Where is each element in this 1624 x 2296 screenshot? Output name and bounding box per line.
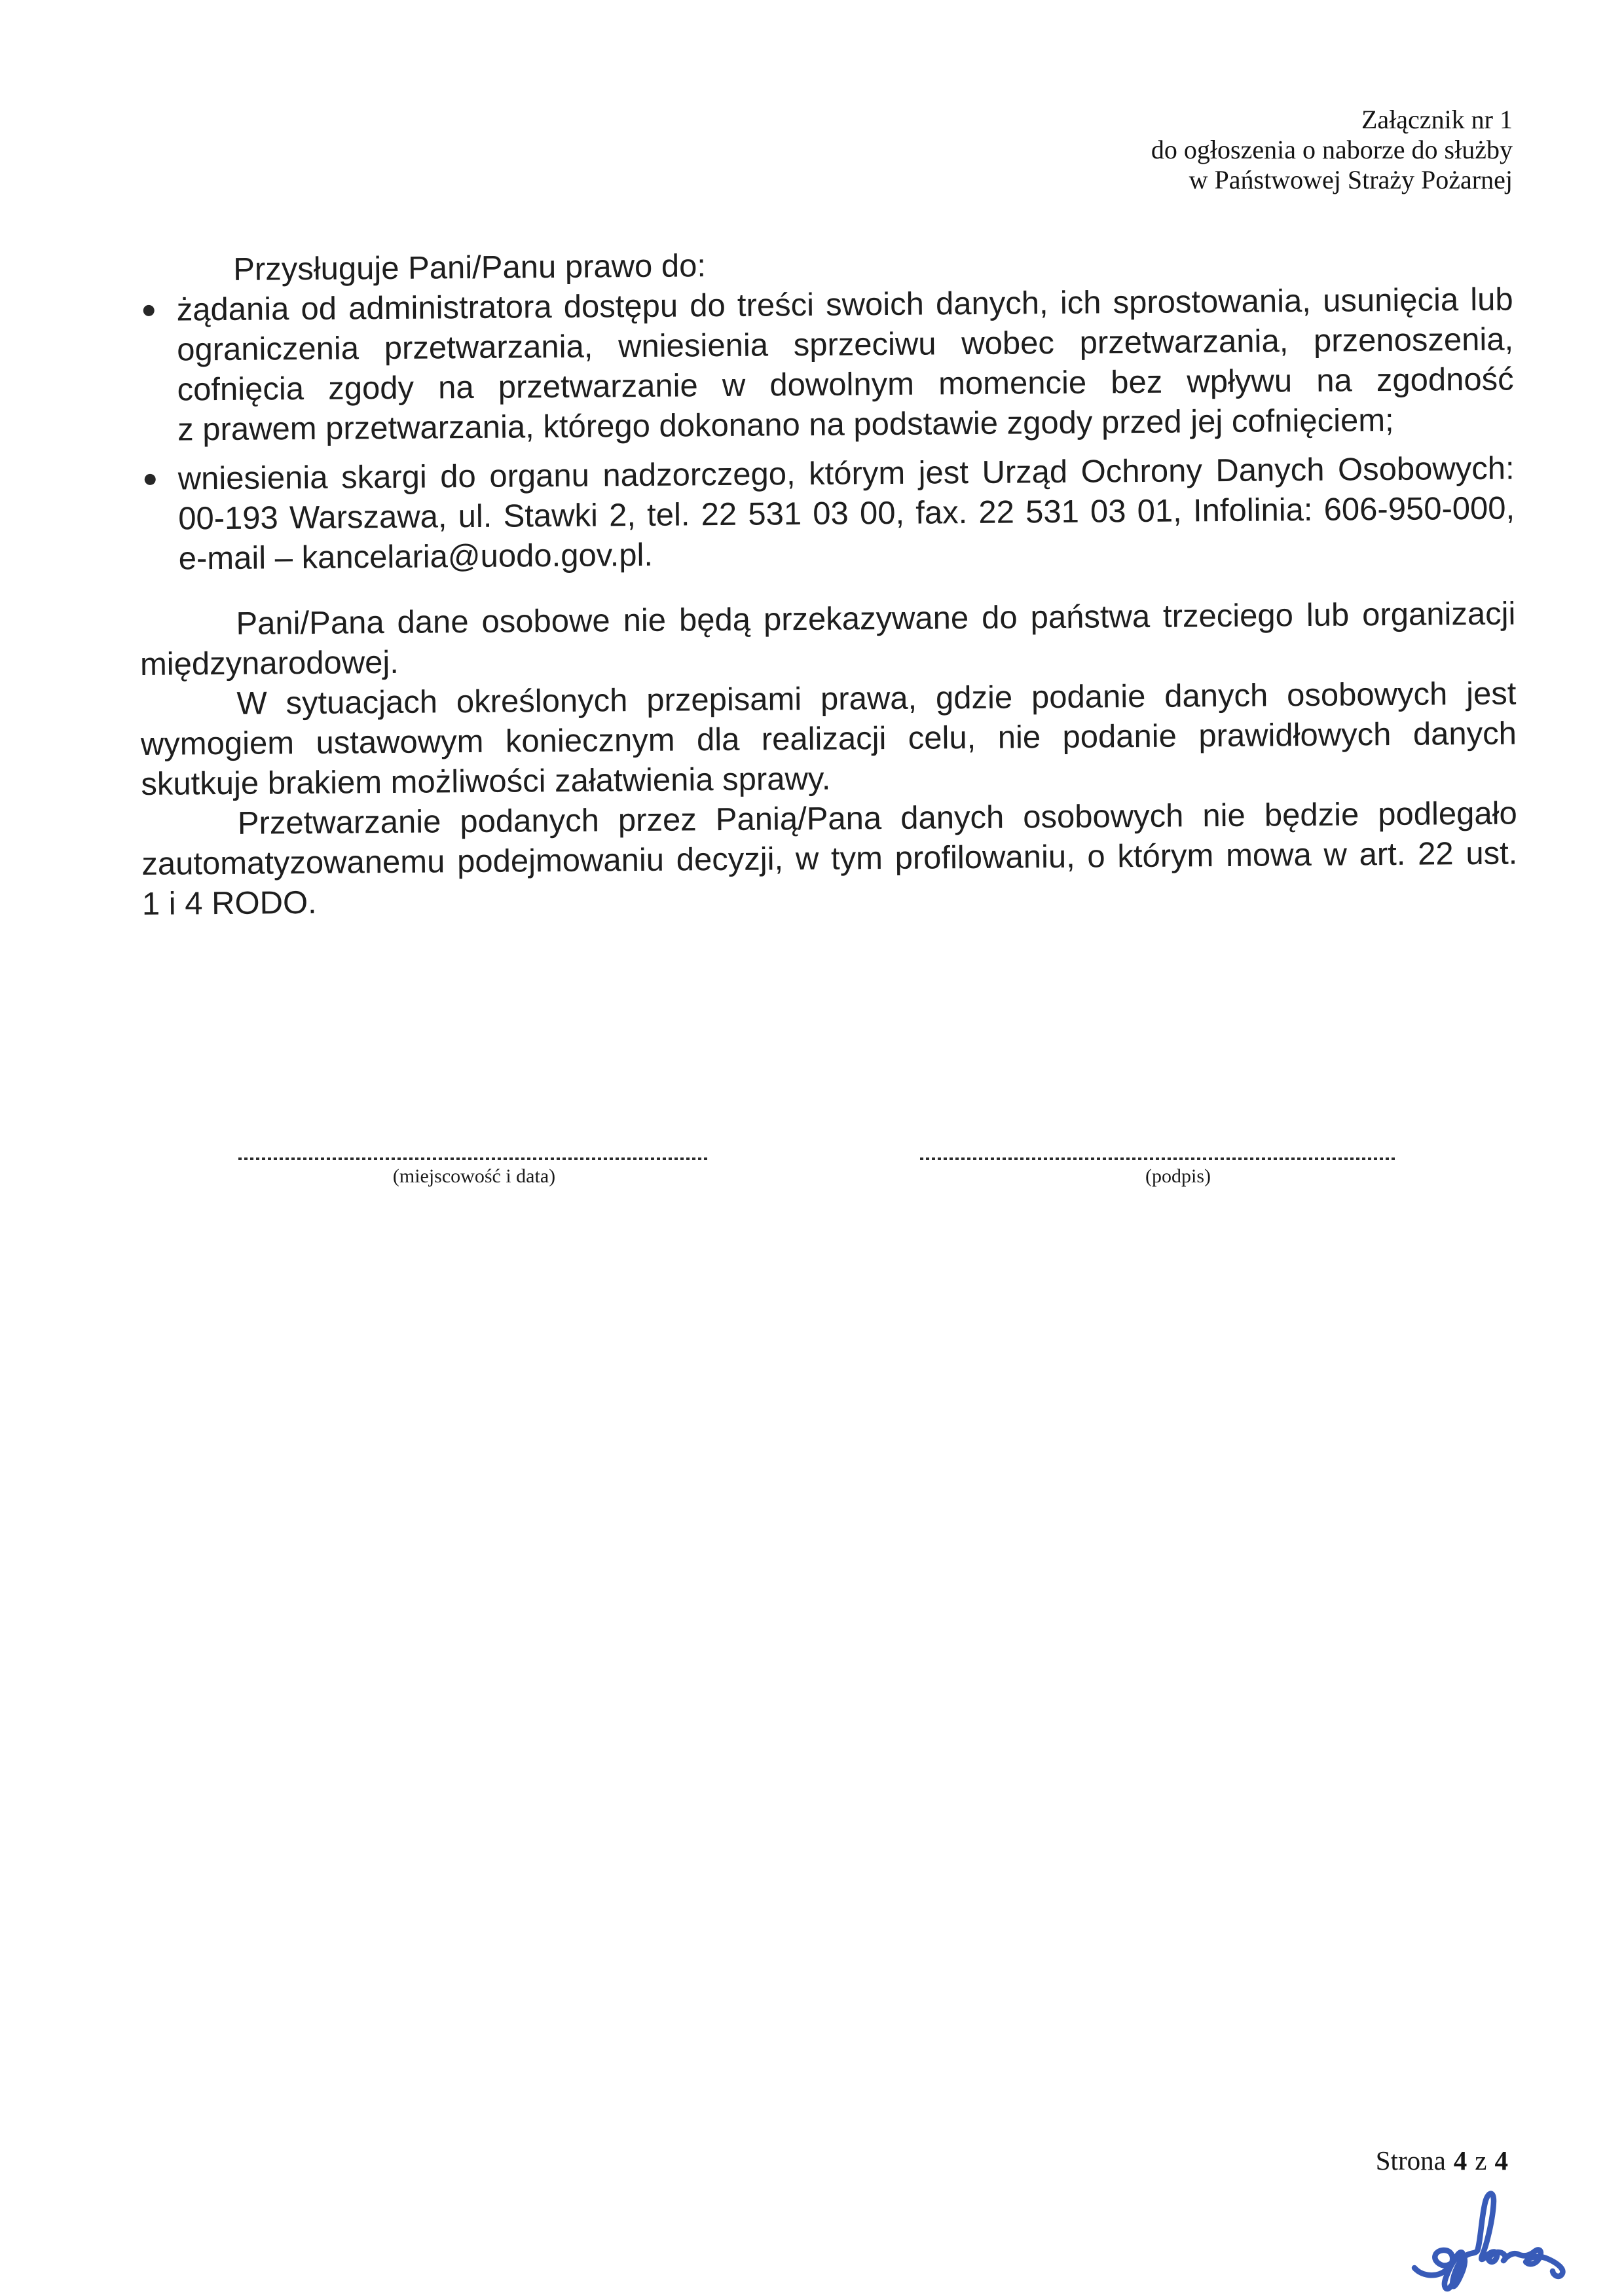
text-line: e-mail – kancelaria@uodo.gov.pl.: [178, 537, 654, 577]
attachment-note: [1151, 105, 1513, 195]
place-date-label: (miejscowość i data): [392, 1165, 556, 1187]
page-number: [1376, 2145, 1508, 2176]
list-item-text: [178, 448, 1515, 579]
page-number-separator: z: [1475, 2145, 1487, 2176]
paragraph: [139, 594, 1516, 684]
signature-line: [920, 1157, 1397, 1160]
text-line: W sytuacjach określonych przepisami prawa, gdzie podanie danych osobowych jest: [236, 676, 1517, 721]
text-line: 00-193 Warszawa, ul. Stawki 2, tel. 22 531 03 00, fax. 22 531 03 01, Infolinia: 606-950-000,: [178, 490, 1515, 537]
paragraphs: [139, 594, 1518, 924]
text-line: cofnięcia zgody na przetwarzanie w dowolnym momencie bez wpływu na zgodność: [177, 361, 1514, 408]
text-line: Przetwarzanie podanych przez Panią/Pana danych osobowych nie będzie podlegało: [237, 795, 1518, 841]
page-number-prefix: Strona: [1375, 2145, 1446, 2176]
text-line: Pani/Pana dane osobowe nie będą przekazywane do państwa trzeciego lub organizacji: [236, 596, 1516, 642]
signature-field: [920, 1157, 1397, 1188]
signature-label: (podpis): [1145, 1165, 1211, 1187]
paragraph: [141, 793, 1518, 924]
paragraph: [140, 674, 1517, 804]
text-line: wymogiem ustawowym koniecznym dla realizacji celu, nie podanie prawidłowych danych: [140, 716, 1517, 762]
text-line: ograniczenia przetwarzania, wniesienia sprzeciwu wobec przetwarzania, przenoszenia,: [176, 321, 1514, 368]
list-item: [139, 448, 1515, 579]
text-line: skutkuje brakiem możliwości załatwienia sprawy.: [141, 761, 831, 802]
text-line: do ogłoszenia o naborze do służby: [1151, 135, 1513, 164]
text-line: w Państwowej Straży Pożarnej: [1189, 165, 1513, 194]
body-text: [137, 240, 1518, 924]
bullet-icon: [145, 474, 156, 485]
list-item: [137, 280, 1514, 450]
text-line: żądania od administratora dostępu do treści swoich danych, ich sprostowania, usunięcia lub: [176, 282, 1513, 328]
bullet-icon: [143, 305, 155, 316]
place-date-signature-line: [238, 1157, 710, 1160]
handwritten-signature-stroke: [1414, 2194, 1562, 2289]
intro-line: Przysługuje Pani/Panu prawo do:: [233, 248, 707, 287]
place-date-field: [238, 1157, 710, 1188]
text-line: zautomatyzowanemu podejmowaniu decyzji, w tym profilowaniu, o którym mowa w art. 22 ust.: [141, 835, 1518, 882]
page-number-total: 4: [1494, 2145, 1508, 2176]
page-number-current: 4: [1453, 2145, 1467, 2176]
text-line: 1 i 4 RODO.: [141, 884, 317, 922]
text-line: Załącznik nr 1: [1361, 105, 1513, 134]
text-line: międzynarodowej.: [139, 644, 399, 682]
handwritten-signature-icon: [1408, 2185, 1579, 2296]
list-item-text: [176, 280, 1514, 450]
text-line: z prawem przetwarzania, którego dokonano na podstawie zgody przed jej cofnięciem;: [177, 402, 1394, 448]
text-line: wniesienia skargi do organu nadzorczego, którym jest Urząd Ochrony Danych Osobowych:: [177, 450, 1515, 497]
